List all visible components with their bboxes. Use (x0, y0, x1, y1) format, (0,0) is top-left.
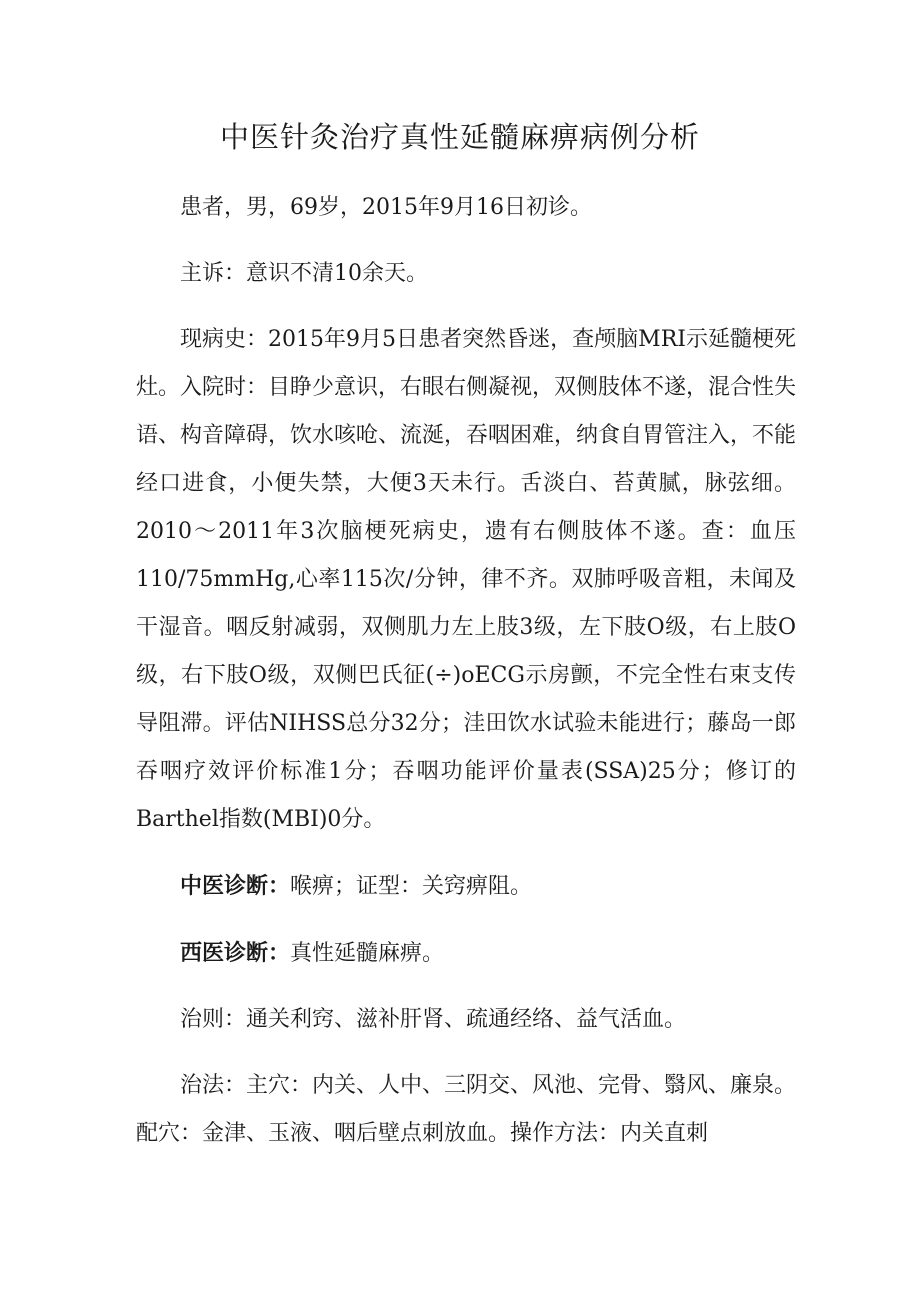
document-body (136, 184, 796, 1158)
treatment-principle-paragraph: 治则：通关利窍、滋补肝肾、疏通经络、益气活血。 (180, 1007, 687, 1032)
tcm-diagnosis-text: 喉痹；证型：关窍痹阻。 (290, 874, 533, 899)
patient-info-paragraph: 患者，男，69岁，2015年9月16日初诊。 (180, 195, 592, 220)
western-diagnosis-label: 西医诊断： (180, 940, 291, 966)
western-diagnosis-text: 真性延髓麻痹。 (290, 941, 445, 966)
tcm-diagnosis-paragraph (136, 862, 796, 911)
western-diagnosis-paragraph (136, 929, 796, 978)
treatment-method-paragraph: 治法：主穴：内关、人中、三阴交、风池、完骨、翳风、廉泉。配穴：金津、玉液、咽后壁点刺放血。操作方法：内关直刺 (136, 1073, 797, 1146)
present-history-paragraph: 现病史：2015年9月5日患者突然昏迷，查颅脑MRI示延髓梗死灶。入院时：目睁少意识，右眼右侧凝视，双侧肢体不遂，混合性失语、构音障碍，饮水咳呛、流涎，吞咽困难，纳食自胃管注入，不能经口进食，小便失禁，大便3天未行。舌淡白、苔黄腻，脉弦细。2010～2011年3次脑梗死病史，遗有右侧肢体不遂。查：血压110/75mmHg,心率115次/分钟，律不齐。双肺呼吸音粗，未闻及干湿音。咽反射减弱，双侧肌力左上肢3级，左下肢O级，右上肢O级，右下肢O级，双侧巴氏征(÷)oECG示房颤，不完全性右束支传导阻滞。评估NIHSS总分32分；洼田饮水试验未能进行；藤岛一郎吞咽疗效评价标准1分；吞咽功能评价量表(SSA)25分；修订的Barthel指数(MBI)0分。 (136, 327, 797, 832)
document-title: 中医针灸治疗真性延髓麻痹病例分析 (219, 120, 700, 154)
chief-complaint-paragraph: 主诉：意识不清10余天。 (180, 261, 428, 286)
tcm-diagnosis-label: 中医诊断： (180, 873, 291, 899)
